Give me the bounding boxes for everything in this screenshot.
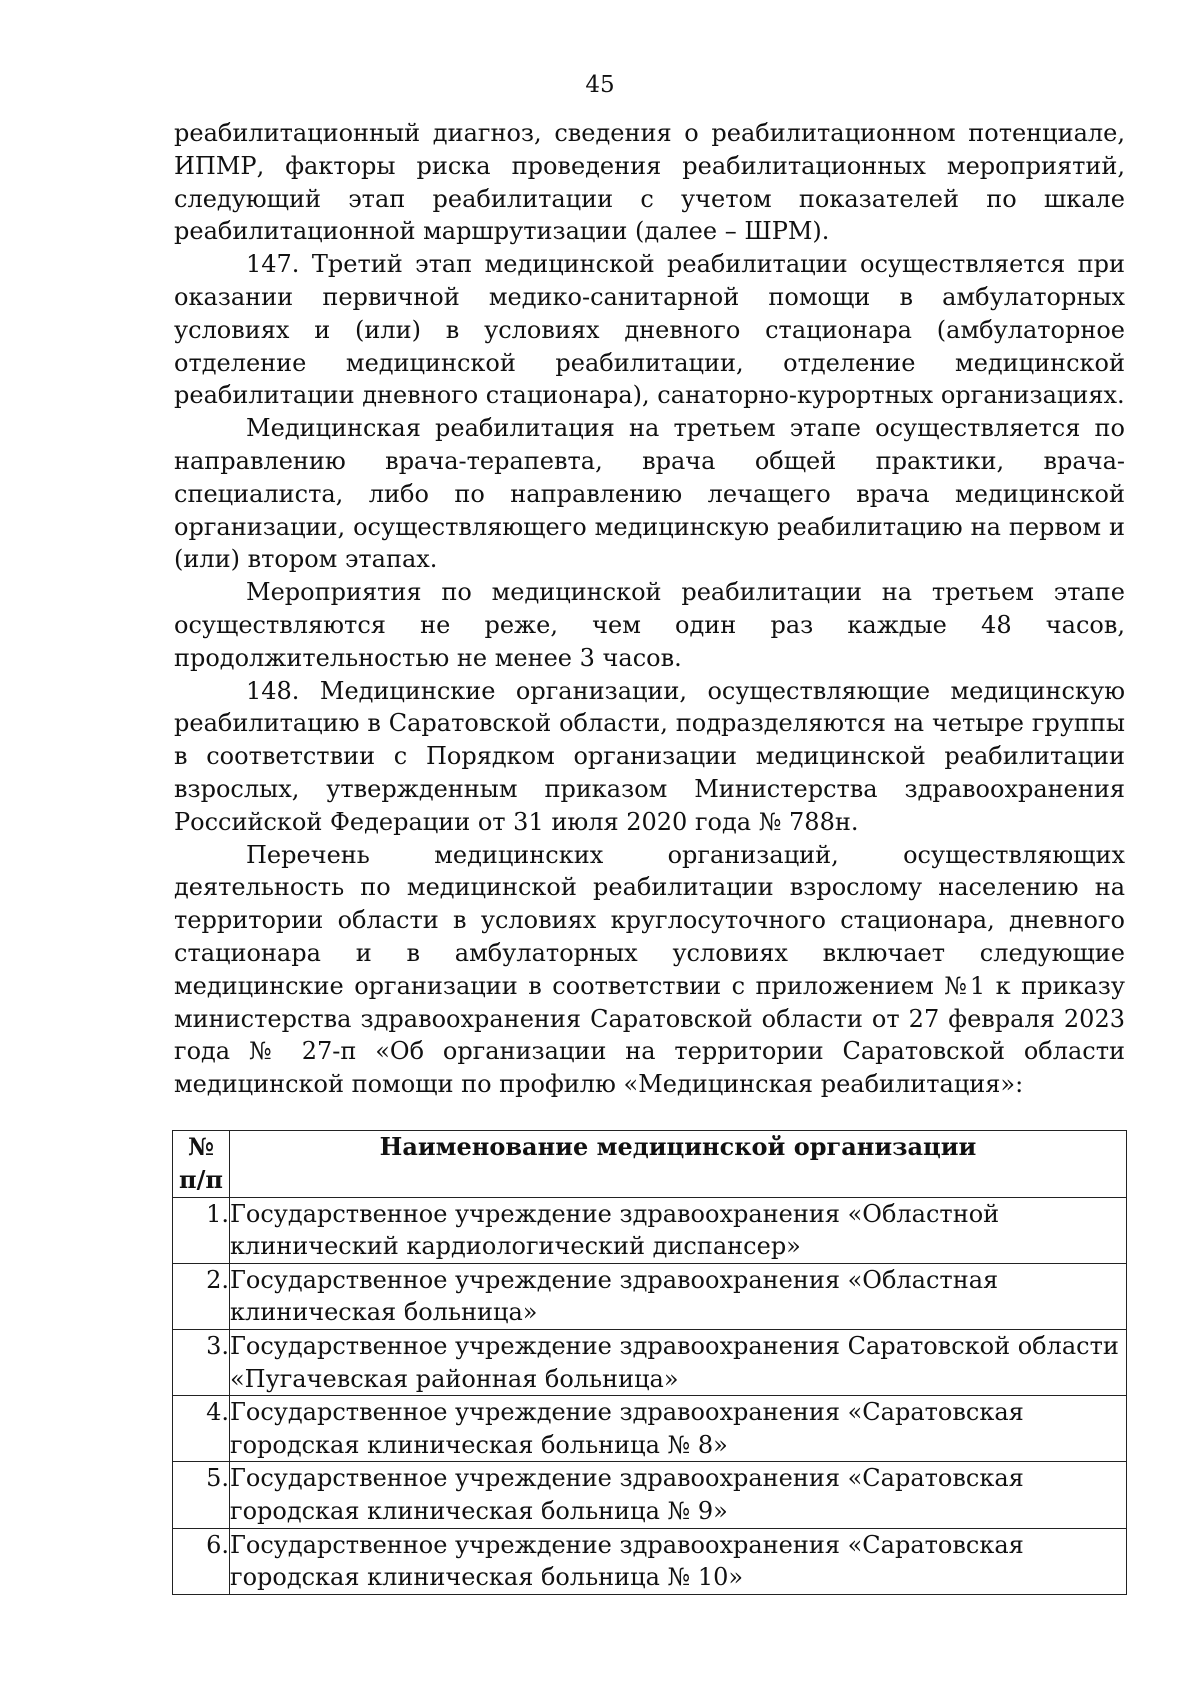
paragraph-6: Перечень медицинских организаций, осуществляющих деятельность по медицинской реабилитации взрослому населению на территории области в условиях круглосуточного стационара, дневного стационара и в амбулаторных условиях включает следующие медицинские организации в соответствии с приложением №1 к приказу министерства здравоохранения Саратовской области от 27 февраля 2023 года № 27-п «Об организации на территории Саратовской области медицинской помощи по профилю «Медицинская реабилитация»: — [174, 840, 1125, 1099]
table-row — [173, 1396, 1127, 1462]
paragraph-1: реабилитационный диагноз, сведения о реабилитационном потенциале, ИПМР, факторы риска проведения реабилитационных мероприятий, следующий этап реабилитации с учетом показателей по шкале реабилитационной маршрутизации (далее – ШРМ). — [174, 119, 1125, 246]
header-name-cell — [230, 1131, 1127, 1198]
table-row — [173, 1528, 1127, 1594]
row-number: 1. — [173, 1197, 230, 1263]
row-organization-name: Государственное учреждение здравоохранения «Областной клинический кардиологический диспансер» — [230, 1197, 1127, 1263]
row-number: 5. — [173, 1462, 230, 1528]
organizations-table — [172, 1130, 1127, 1595]
paragraph-4: Мероприятия по медицинской реабилитации на третьем этапе осуществляются не реже, чем один раз каждые 48 часов, продолжительностью не менее 3 часов. — [174, 578, 1125, 672]
row-organization-name: Государственное учреждение здравоохранения «Саратовская городская клиническая больница № 9» — [230, 1462, 1127, 1528]
row-organization-name: Государственное учреждение здравоохранения «Саратовская городская клиническая больница № 10» — [230, 1528, 1127, 1594]
body-text — [174, 117, 1125, 1101]
row-number: 2. — [173, 1263, 230, 1329]
row-organization-name: Государственное учреждение здравоохранения «Саратовская городская клиническая больница № 8» — [230, 1396, 1127, 1462]
paragraph-5: 148. Медицинские организации, осуществляющие медицинскую реабилитацию в Саратовской области, подразделяются на четыре группы в соответствии с Порядком организации медицинской реабилитации взрослых, утвержденным приказом Министерства здравоохранения Российской Федерации от 31 июля 2020 года № 788н. — [174, 676, 1125, 836]
table-row — [173, 1263, 1127, 1329]
header-name-label: Наименование медицинской организации — [379, 1132, 977, 1161]
header-number-symbol: № — [187, 1132, 215, 1161]
row-organization-name: Государственное учреждение здравоохранения «Областная клиническая больница» — [230, 1263, 1127, 1329]
header-number-cell — [173, 1131, 230, 1198]
table-header-row — [173, 1131, 1127, 1198]
paragraph-3: Медицинская реабилитация на третьем этапе осуществляется по направлению врача-терапевта, врача общей практики, врача-специалиста, либо по направлению лечащего врача медицинской организации, осуществляющего медицинскую реабилитацию на первом и (или) втором этапах. — [174, 414, 1125, 574]
header-number-abbrev: п/п — [179, 1164, 223, 1194]
table-row — [173, 1462, 1127, 1528]
row-number: 4. — [173, 1396, 230, 1462]
page-number: 45 — [585, 72, 615, 98]
row-number: 3. — [173, 1329, 230, 1395]
row-number: 6. — [173, 1528, 230, 1594]
paragraph-2: 147. Третий этап медицинской реабилитации осуществляется при оказании первичной медико-санитарной помощи в амбулаторных условиях и (или) в условиях дневного стационара (амбулаторное отделение медицинской реабилитации, отделение медицинской реабилитации дневного стационара), санаторно-курортных организациях. — [174, 250, 1125, 410]
table-row — [173, 1329, 1127, 1395]
row-organization-name: Государственное учреждение здравоохранения Саратовской области «Пугачевская районная больница» — [230, 1329, 1127, 1395]
table-row — [173, 1197, 1127, 1263]
